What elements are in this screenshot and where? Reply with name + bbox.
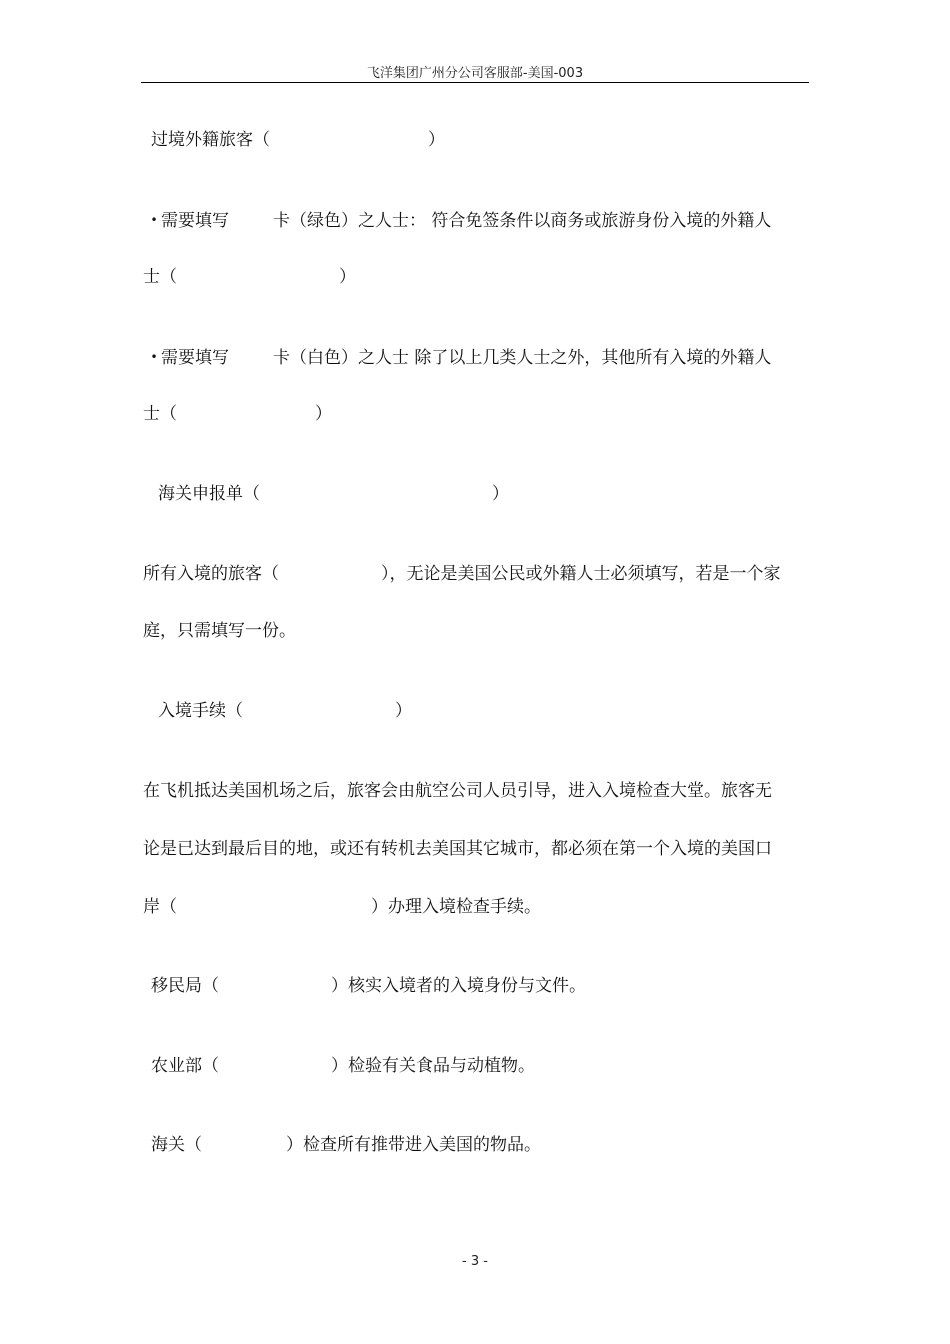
- text: ），无论是美国公民或外籍人士必须填写，若是一个家: [381, 564, 781, 584]
- paragraph-line: [143, 838, 772, 860]
- page-number: - 3 -: [462, 1254, 488, 1269]
- transit-foreigners-line: [151, 129, 445, 151]
- page-header: 飞洋集团广州分公司客服部-美国-003: [366, 66, 584, 81]
- all-travelers-line: [143, 563, 781, 585]
- close-paren: ）: [428, 130, 445, 150]
- agriculture-label: 农业部（: [151, 1056, 219, 1076]
- text: ）检验有关食品与动植物。: [331, 1056, 535, 1076]
- text: ）核实入境者的入境身份与文件。: [331, 976, 586, 996]
- immigration-line: [151, 975, 586, 997]
- green-card-text: 卡（绿色）之人士： 符合免签条件以商务或旅游身份入境的外籍人: [273, 211, 772, 231]
- close-paren: ）: [492, 484, 509, 504]
- close-paren: ）: [395, 701, 412, 721]
- white-card-line-cont: [143, 403, 332, 425]
- bullet: •: [150, 213, 158, 227]
- white-card-text: 卡（白色）之人士 除了以上几类人士之外，其他所有入境的外籍人: [273, 348, 772, 368]
- text: 论是已达到最后目的地，或还有转机去美国其它城市，都必须在第一个入境的美国口: [143, 839, 772, 859]
- customs-declaration-label: 海关申报单（: [158, 484, 260, 504]
- bullet: •: [150, 350, 158, 364]
- agriculture-line: [151, 1055, 535, 1077]
- all-travelers-line-cont: [143, 620, 296, 642]
- paragraph-line: [143, 896, 541, 918]
- green-card-line-cont: [143, 266, 356, 288]
- text: 庭，只需填写一份。: [143, 621, 296, 641]
- green-card-line: [147, 209, 771, 232]
- text: ）检查所有推带进入美国的物品。: [286, 1135, 541, 1155]
- close-paren: ）: [315, 404, 332, 424]
- transit-foreigners-label: 过境外籍旅客（: [151, 130, 270, 150]
- white-card-line: [147, 346, 771, 369]
- text: 士（: [143, 404, 177, 424]
- entry-procedure-label: 入境手续（: [158, 701, 243, 721]
- need-fill-label: 需要填写: [161, 211, 229, 231]
- entry-procedure-line: [158, 700, 412, 722]
- immigration-label: 移民局（: [151, 976, 219, 996]
- customs-declaration-line: [158, 483, 509, 505]
- text: 士（: [143, 267, 177, 287]
- customs-line: [151, 1134, 541, 1156]
- text: 在飞机抵达美国机场之后，旅客会由航空公司人员引导，进入入境检查大堂。旅客无: [143, 781, 772, 801]
- close-paren: ）: [339, 267, 356, 287]
- text: 所有入境的旅客（: [143, 564, 279, 584]
- customs-label: 海关（: [151, 1135, 202, 1155]
- text: ）办理入境检查手续。: [371, 897, 541, 917]
- text: 岸（: [143, 897, 177, 917]
- header-rule: [141, 82, 809, 83]
- need-fill-label: 需要填写: [161, 348, 229, 368]
- paragraph-line: [143, 780, 772, 802]
